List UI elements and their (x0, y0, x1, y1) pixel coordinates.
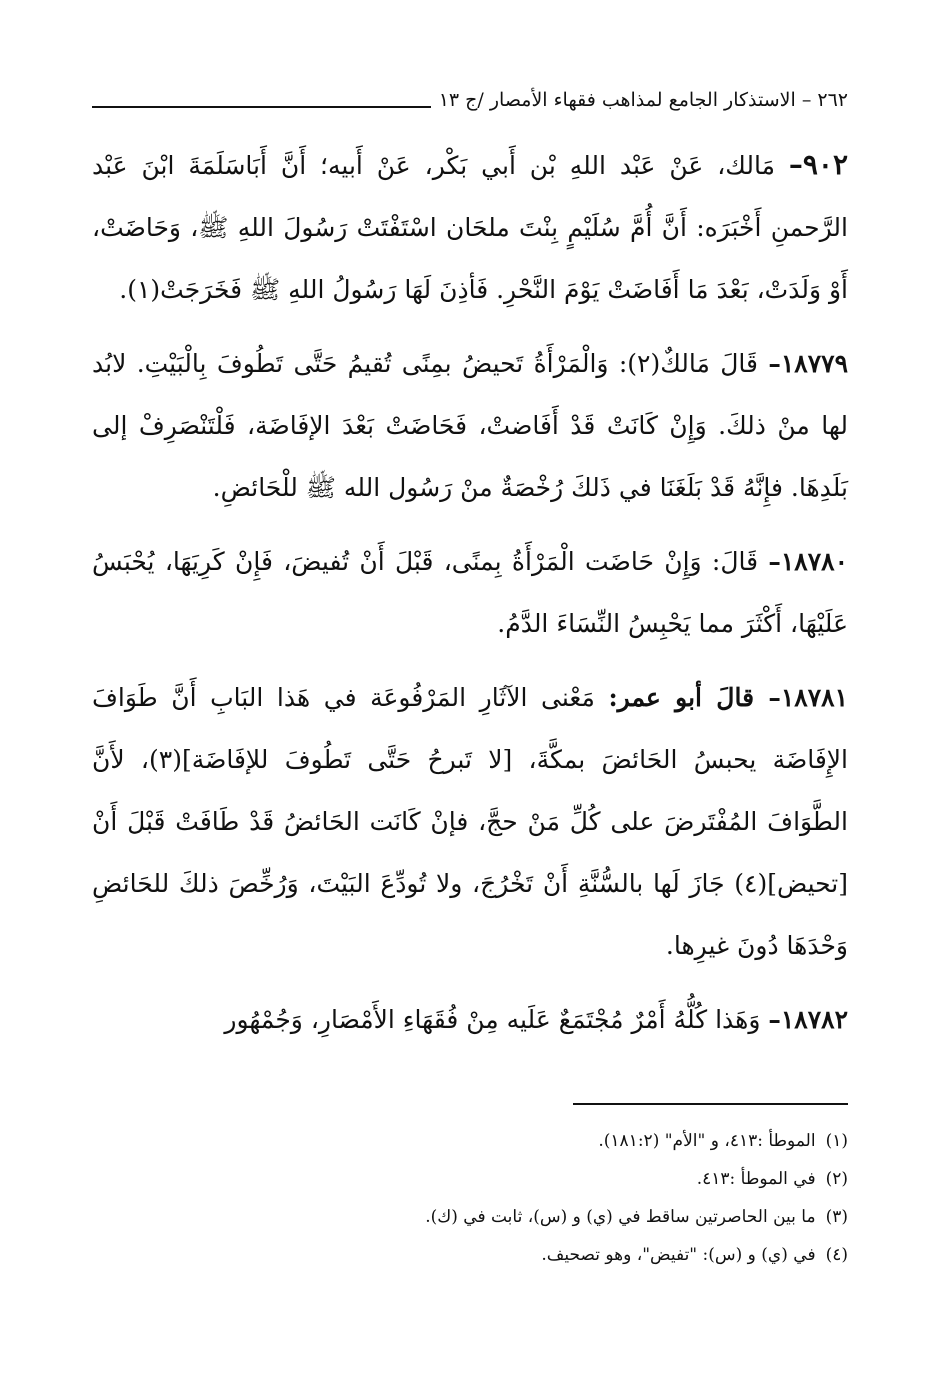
footnote-number: (٤) (825, 1245, 848, 1265)
paragraph-text: مَالك، عَنْ عَبْد اللهِ بْن أَبي بَكْر، عَنْ أَبيه؛ أَنَّ أَبَاسَلَمَةَ ابْنَ عَبْد الرَّحمنِ أَخْبَرَه: أَنَّ أُمَّ سُلَيْمٍ بِنْتَ ملحَان اسْتَفْتَتْ رَسُولَ اللهِ ﷺ، وَحَاضَتْ، أَوْ وَلَدَتْ، بَعْدَ مَا أَفَاضَتْ يَوْمَ النَّحْرِ. فَأذِنَ لَهَا رَسُولُ اللهِ ﷺ فَخَرَجَتْ(١). (92, 151, 848, 304)
header-rule (92, 106, 431, 108)
page-header-title: ٢٦٢ – الاستذكار الجامع لمذاهب فقهاء الأمصار /ج ١٣ (438, 89, 848, 111)
paragraph-number: ٩٠٢– (788, 148, 848, 181)
paragraph-text: قَالَ مَالكٌ(٢): وَالْمَرْأَةُ تَحيضُ بمِنًى تُقيمُ حَتَّى تَطُوفَ بِالْبَيْتِ. لابُد لها منْ ذلكَ. وَإِنْ كَانَتْ قَدْ أَفَاضتْ، فَحَاضَتْ بَعْدَ الإفَاضَة، فَلْتَنْصَرِفْ إلى بَلَدِهَا. فإِنَّهُ قَدْ بَلَغَنَا في ذَلكَ رُخْصَةٌ منْ رَسُول الله ﷺ للْحَائضِ. (92, 349, 848, 502)
paragraph-text: وَهَذا كُلُّهُ أَمْرٌ مُجْتَمَعٌ عَلَيه مِنْ فُقَهَاءِ الأَمْصَارِ، وَجُمْهُور (224, 1005, 769, 1034)
footnote-rule (573, 1103, 848, 1105)
running-header (92, 74, 848, 114)
footnote-text: الموطأ :٤١٣، و "الأم" (١٨١:٢). (598, 1131, 816, 1151)
paragraph-18779 (92, 333, 848, 519)
footnote-text: في الموطأ :٤١٣. (696, 1169, 816, 1189)
paragraph-18781 (92, 667, 848, 977)
paragraph-text: قَالَ: وَإِنْ حَاضَت الْمَرْأَةُ بِمنًى، قَبْلَ أَنْ تُفيضَ، فَإِنْ كَرِيَهَا، يُحْبَسُ عَلَيْهَا، أَكْثَرَ مما يَحْبِسُ النِّسَاءَ الدَّمُ. (92, 547, 848, 638)
footnote-number: (٢) (825, 1169, 848, 1189)
paragraph-18782 (92, 989, 848, 1051)
footnote-2 (92, 1160, 848, 1198)
paragraph-text: مَعْنى الآثَارِ المَرْفُوعَة في هَذا البَابِ أَنَّ طَوَافَ الإِفَاضَة يحبسُ الحَائضَ بمكَّةَ، [لا تَبرحُ حَتَّى تَطُوفَ للإفَاضَة](٣)، لأَنَّ الطَّوَافَ المُفْتَرضَ على كُلِّ مَنْ حجَّ، فإنْ كَانَت الحَائضُ قَدْ طَافَتْ قَبْلَ أَنْ [تحيض](٤) جَازَ لَها بالسُّنَّةِ أَنْ تَخْرُجَ، ولا تُودِّعَ البَيْتَ، وَرُخِّصَ ذلكَ للحَائضِ وَحْدَهَا دُونَ غيرِها. (92, 683, 848, 960)
paragraph-bold-lead: قالَ أبو عمر: (608, 683, 769, 712)
paragraph-number: ١٨٧٧٩– (768, 349, 848, 378)
footnote-4 (92, 1236, 848, 1274)
paragraph-number: ١٨٧٨٢– (768, 1005, 848, 1034)
footnote-text: ما بين الحاصرتين ساقط في (ي) و (س)، ثابت في (ك). (425, 1207, 816, 1227)
footnote-text: في (ي) و (س): "تفيض"، وهو تصحيف. (541, 1245, 816, 1265)
footnote-number: (١) (825, 1131, 848, 1151)
main-text (92, 134, 848, 1051)
paragraph-18780 (92, 531, 848, 655)
paragraph-number: ١٨٧٨١– (768, 683, 848, 712)
footnote-3 (92, 1198, 848, 1236)
footnotes (92, 1122, 848, 1274)
paragraph-number: ١٨٧٨٠– (768, 547, 848, 576)
footnote-number: (٣) (825, 1207, 848, 1227)
footnote-1 (92, 1122, 848, 1160)
paragraph-902 (92, 134, 848, 321)
